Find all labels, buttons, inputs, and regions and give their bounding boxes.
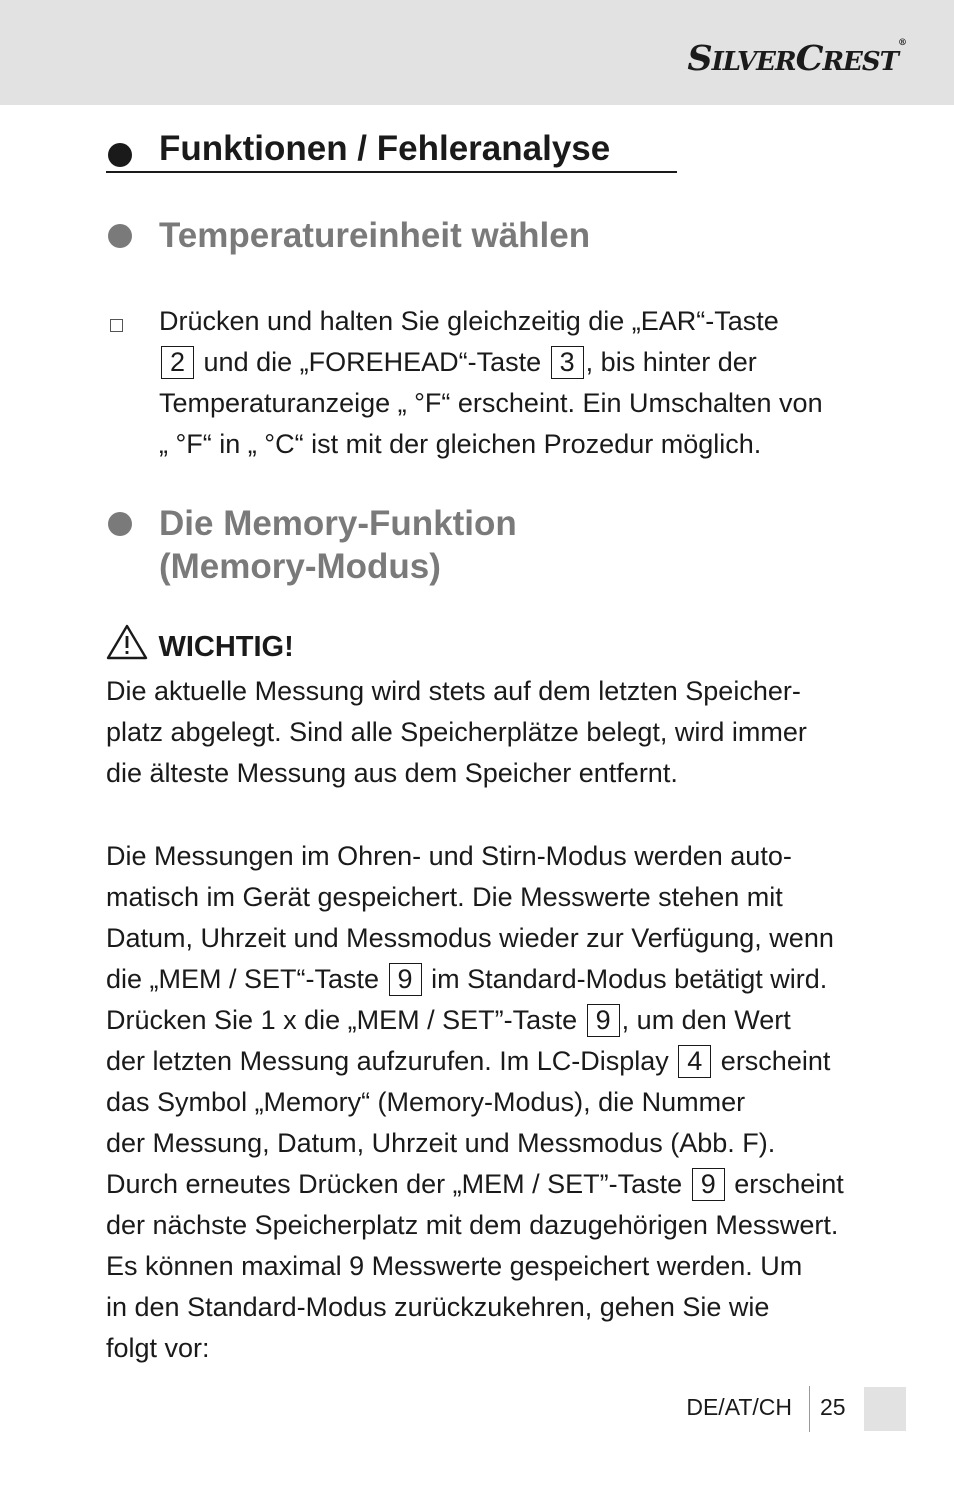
- page-number: 25: [820, 1394, 846, 1420]
- bullet-icon: [108, 224, 132, 248]
- memory-paragraph: Die Messungen im Ohren- und Stirn-Modus werden auto- matisch im Gerät gespeichert. Die Messwerte stehen mit Datum, Uhrzeit und Messmodus wieder zur Verfügung, wenn die „MEM / SET“-Taste 9 im Standard-Modus betätigt wird. Drücken Sie 1 x die „MEM / SET”-Taste 9 , um den Wert der letzten Messung aufzurufen. Im LC-Display 4 erscheint das Symbol „Memory“ (Memory-Modus), die Nummer der Messung, Datum, Uhrzeit und Messmodus (Abb. F). Durch erneutes Drücken der „MEM / SET”-Taste 9 erscheint der nächste Speicherplatz mit dem dazugehörigen Messwert. Es können maximal 9 Messwerte gespeichert werden. Um in den Standard-Modus zurückzukehren, gehen Sie wie folgt vor:: [106, 841, 844, 1363]
- silvercrest-logo: SILVERCREST®: [687, 38, 906, 79]
- warning-block: [106, 624, 866, 664]
- key-ref-2: 2: [161, 346, 194, 379]
- footer-tab: [864, 1387, 906, 1431]
- section-title-text: Funktionen / Fehleranalyse: [159, 129, 611, 168]
- section-title: [106, 129, 677, 173]
- footer-divider: [809, 1386, 810, 1432]
- warning-triangle-icon: [106, 624, 148, 660]
- key-ref-9: 9: [692, 1168, 725, 1201]
- footer-locale: DE/AT/CH: [686, 1394, 792, 1420]
- key-ref-4: 4: [678, 1045, 711, 1078]
- key-ref-3: 3: [551, 346, 584, 379]
- warning-paragraph: Die aktuelle Messung wird stets auf dem letzten Speicher- platz abgelegt. Sind alle Speicherplätze belegt, wird immer die älteste Messung aus dem Speicher entfernt.: [106, 676, 807, 788]
- key-ref-9: 9: [587, 1004, 620, 1037]
- bullet-icon: [108, 143, 132, 167]
- key-ref-9: 9: [389, 963, 422, 996]
- checkbox-bullet-icon: [110, 319, 123, 332]
- bullet-icon: [108, 512, 132, 536]
- warning-label: WICHTIG!: [158, 631, 294, 663]
